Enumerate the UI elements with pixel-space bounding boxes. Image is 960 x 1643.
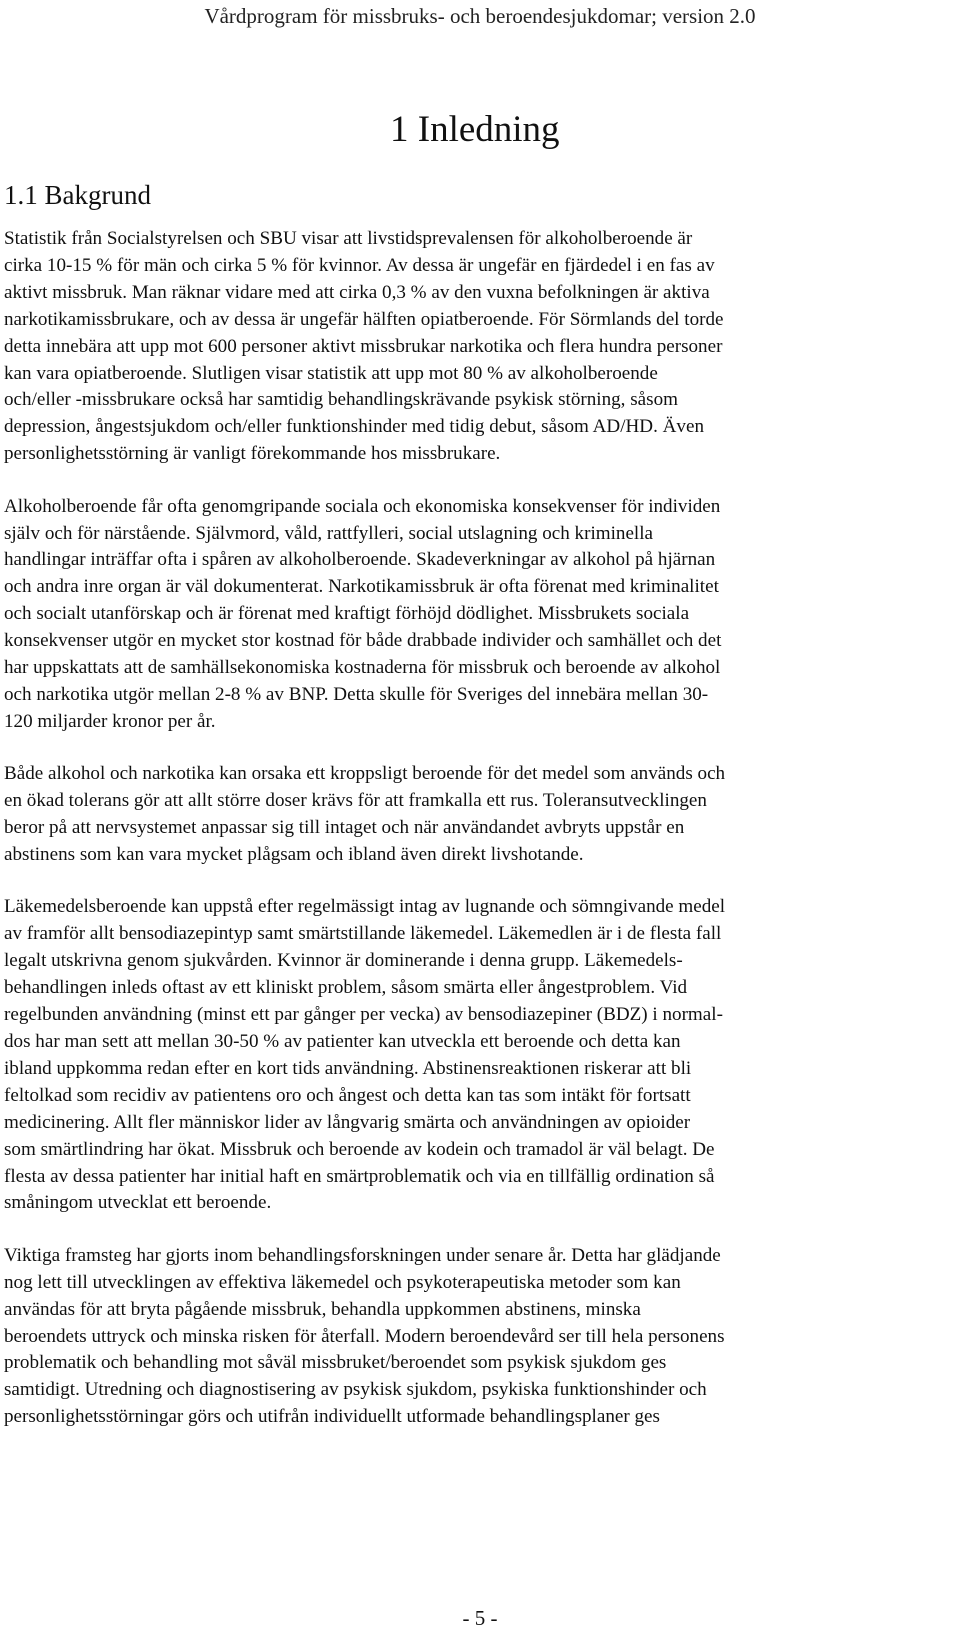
text-line: av framför allt bensodiazepintyp samt smärtstillande läkemedel. Läkemedlen är i de flesta fall xyxy=(4,923,722,945)
chapter-title: 1 Inledning xyxy=(390,109,560,150)
text-line: beroendets uttryck och minska risken för återfall. Modern beroendevård ser till hela personens xyxy=(4,1325,725,1347)
text-line: småningom utvecklat ett beroende. xyxy=(4,1192,272,1214)
text-line: personlighetsstörningar görs och utifrån individuellt utformade behandlingsplaner ges xyxy=(4,1406,660,1428)
text-line: medicinering. Allt fler människor lider av långvarig smärta och användningen av opioider xyxy=(4,1111,691,1133)
text-line: och andra inre organ är väl dokumenterat. Narkotikamissbruk är ofta förenat med kriminalitet xyxy=(4,576,719,598)
text-line: en ökad tolerans gör att allt större doser krävs för att framkalla ett rus. Toleransutvecklingen xyxy=(4,790,707,812)
text-line: och/eller -missbrukare också har samtidig behandlingskrävande psykisk störning, såsom xyxy=(4,389,678,411)
paragraph-medication-dependence xyxy=(4,894,948,1217)
text-line: själv och för närstående. Självmord, våld, rattfylleri, social utslagning och kriminella xyxy=(4,522,654,544)
text-line: Statistik från Socialstyrelsen och SBU visar att livstidsprevalensen för alkoholberoende är xyxy=(4,228,693,249)
paragraph-consequences xyxy=(4,494,948,736)
text-line: Läkemedelsberoende kan uppstå efter regelmässigt intag av lugnande och sömngivande medel xyxy=(4,896,726,918)
text-line: aktivt missbruk. Man räknar vidare med att cirka 0,3 % av den vuxna befolkningen är aktiva xyxy=(4,281,710,303)
text-line: ibland uppkomma redan efter en kort tids användning. Abstinensreaktionen riskerar att bli xyxy=(4,1057,692,1079)
text-line: konsekvenser utgör en mycket stor kostnad för både drabbade individer och samhället och det xyxy=(4,630,722,652)
text-line: flesta av dessa patienter har initial haft en smärtproblematik och via en tillfällig ordination så xyxy=(4,1165,715,1187)
text-line: handlingar inträffar ofta i spåren av alkoholberoende. Skadeverkningar av alkohol på hjärnan xyxy=(4,549,716,571)
text-line: personlighetsstörning är vanligt förekommande hos missbrukare. xyxy=(4,443,501,465)
text-line: problematik och behandling mot såväl missbruket/beroendet som psykisk sjukdom ges xyxy=(4,1352,667,1374)
running-header: Vårdprogram för missbruks- och beroendesjukdomar; version 2.0 xyxy=(204,4,756,28)
text-line: beror på att nervsystemet anpassar sig till intaget och när användandet avbryts uppstår en xyxy=(4,817,685,839)
text-line: legalt utskrivna genom sjukvården. Kvinnor är dominerande i denna grupp. Läkemedels- xyxy=(4,950,683,972)
text-line: och socialt utanförskap och är förenat med kraftigt förhöjd dödlighet. Missbrukets sociala xyxy=(4,603,690,625)
text-line: som smärtlindring har ökat. Missbruk och beroende av kodein och tramadol är väl belagt. De xyxy=(4,1138,715,1160)
text-line: cirka 10-15 % för män och cirka 5 % för kvinnor. Av dessa är ungefär en fjärdedel i en fas av xyxy=(4,254,715,276)
paragraph-statistics xyxy=(4,226,948,468)
paragraph-treatment-progress xyxy=(4,1243,948,1431)
text-line: nog lett till utvecklingen av effektiva läkemedel och psykoterapeutiska metoder som kan xyxy=(4,1271,681,1293)
text-line: användas för att bryta pågående missbruk, behandla uppkommen abstinens, minska xyxy=(4,1298,641,1320)
text-line: dos har man sett att mellan 30-50 % av patienter kan utveckla ett beroende och detta kan xyxy=(4,1030,681,1052)
text-line: abstinens som kan vara mycket plågsam och ibland även direkt livshotande. xyxy=(4,844,584,866)
body-text xyxy=(4,226,948,1457)
text-line: Viktiga framsteg har gjorts inom behandlingsforskningen under senare år. Detta har glädjande xyxy=(4,1244,721,1266)
text-line: behandlingen inleds oftast av ett kliniskt problem, såsom smärta eller ångestproblem. Vid xyxy=(4,977,688,999)
text-line: samtidigt. Utredning och diagnostisering av psykisk sjukdom, psykiska funktionshinder och xyxy=(4,1379,707,1401)
paragraph-tolerance xyxy=(4,761,948,869)
text-line: har uppskattats att de samhällsekonomiska kostnaderna för missbruk och beroende av alkohol xyxy=(4,657,721,679)
text-line: och narkotika utgör mellan 2-8 % av BNP. Detta skulle för Sveriges del innebära mellan 30- xyxy=(4,684,709,705)
text-line: feltolkad som recidiv av patientens oro och ångest och detta kan tas som intäkt för fortsatt xyxy=(4,1084,691,1106)
text-line: narkotikamissbrukare, och av dessa är ungefär hälften opiatberoende. För Sörmlands del torde xyxy=(4,308,724,330)
text-line: regelbunden användning (minst ett par gånger per vecka) av bensodiazepiner (BDZ) i normal- xyxy=(4,1004,723,1026)
section-title: 1.1 Bakgrund xyxy=(4,180,151,210)
text-line: Både alkohol och narkotika kan orsaka ett kroppsligt beroende för det medel som används och xyxy=(4,763,726,785)
text-line: kan vara opiatberoende. Slutligen visar statistik att upp mot 80 % av alkoholberoende xyxy=(4,362,658,384)
text-line: detta innebära att upp mot 600 personer aktivt missbrukar narkotika och flera hundra personer xyxy=(4,335,723,357)
text-line: depression, ångestsjukdom och/eller funktionshinder med tidig debut, såsom AD/HD. Även xyxy=(4,416,704,438)
text-line: Alkoholberoende får ofta genomgripande sociala och ekonomiska konsekvenser för individen xyxy=(4,495,721,517)
text-line: 120 miljarder kronor per år. xyxy=(4,710,216,732)
page-number: - 5 - xyxy=(462,1606,498,1630)
